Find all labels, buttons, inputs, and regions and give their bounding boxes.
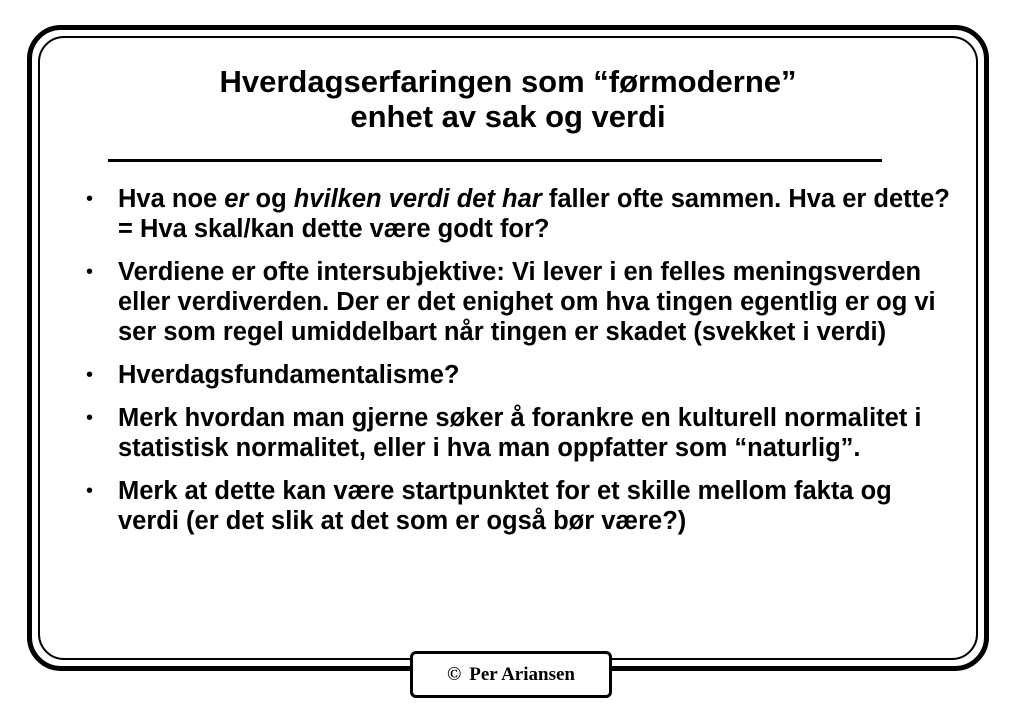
- bullet-icon: •: [86, 188, 94, 210]
- bullet-list: [82, 184, 952, 549]
- bullet-text: Merk at dette kan være startpunktet for et skille mellom fakta og verdi (er det slik at det som er også bør være?): [118, 477, 892, 535]
- slide-title-line-2: enhet av sak og verdi: [350, 99, 666, 134]
- bullet-item-4: [82, 403, 952, 463]
- copyright-badge: [410, 651, 612, 698]
- bullet-text: Merk hvordan man gjerne søker å forankre en kulturell normalitet i statistisk normalitet, eller i hva man oppfatter som “naturlig”.: [118, 404, 922, 462]
- copyright-icon: ©: [447, 663, 462, 685]
- slide-title-line-1: Hverdagserfaringen som “førmoderne”: [219, 64, 797, 99]
- bullet-text-segment: og: [248, 185, 294, 213]
- bullet-item-2: [82, 257, 952, 347]
- title-underline: [108, 159, 882, 162]
- bullet-icon: •: [86, 364, 94, 386]
- bullet-icon: •: [86, 407, 94, 429]
- bullet-text-italic: er: [224, 185, 249, 213]
- copyright-author: Per Ariansen: [469, 663, 575, 685]
- bullet-item-5: [82, 476, 952, 536]
- bullet-text-segment: faller ofte sammen. Hva er dette? = Hva skal/kan dette være godt for?: [118, 185, 950, 243]
- bullet-text: Verdiene er ofte intersubjektive: Vi lever i en felles meningsverden eller verdiverden. Der er det enighet om hva tingen egentlig er og vi ser som regel umiddelbart når tingen er skadet (svekket i verdi): [118, 258, 936, 346]
- bullet-text-italic: hvilken verdi det har: [293, 185, 542, 213]
- slide-title: [60, 64, 956, 134]
- bullet-item-3: [82, 360, 952, 390]
- bullet-icon: •: [86, 480, 94, 502]
- bullet-text: Hverdagsfundamentalisme?: [118, 361, 460, 389]
- bullet-icon: •: [86, 261, 94, 283]
- bullet-text-segment: Hva noe: [118, 185, 225, 213]
- bullet-item-1: [82, 184, 952, 244]
